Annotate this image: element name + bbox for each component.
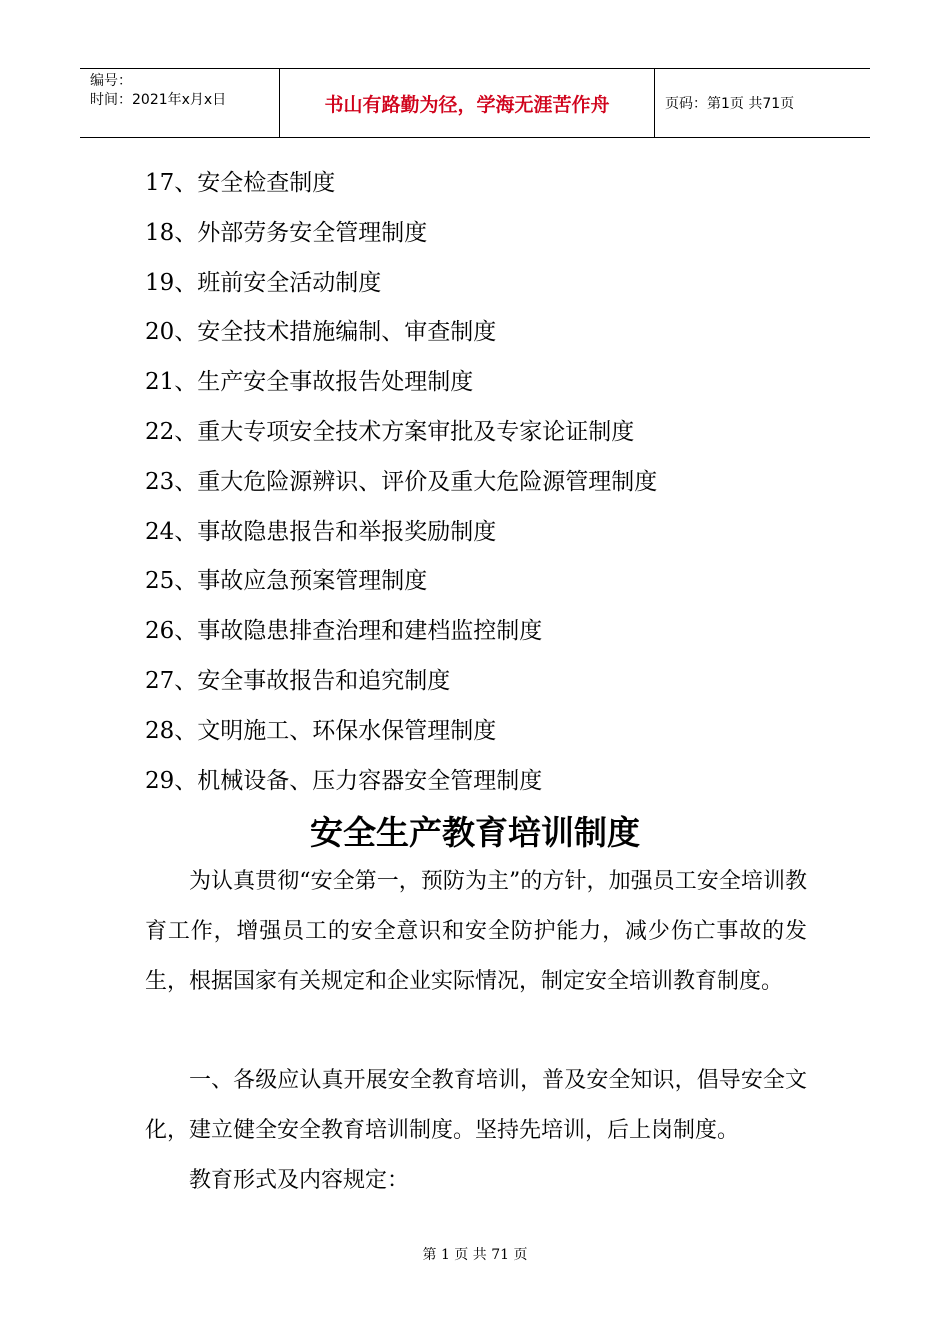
list-item: 18、外部劳务安全管理制度 bbox=[145, 219, 428, 246]
list-item: 22、重大专项安全技术方案审批及专家论证制度 bbox=[145, 418, 635, 445]
document-header bbox=[80, 68, 870, 138]
rule-paragraph: 一、各级应认真开展安全教育培训，普及安全知识，倡导安全文化，建立健全安全教育培训制度。坚持先培训，后上岗制度。 bbox=[145, 1068, 807, 1143]
list-item: 27、安全事故报告和追究制度 bbox=[145, 667, 451, 694]
list-item: 23、重大危险源辨识、评价及重大危险源管理制度 bbox=[145, 468, 658, 495]
header-page-info: 页码：第1页 共71页 bbox=[665, 96, 795, 112]
list-item: 24、事故隐患报告和举报奖励制度 bbox=[145, 518, 497, 545]
header-motto: 书山有路勤为径，学海无涯苦作舟 bbox=[280, 69, 655, 137]
list-item: 28、文明施工、环保水保管理制度 bbox=[145, 717, 497, 744]
form-content-paragraph: 教育形式及内容规定： bbox=[189, 1168, 410, 1193]
list-item: 19、班前安全活动制度 bbox=[145, 269, 382, 296]
header-meta bbox=[80, 69, 280, 137]
list-item: 20、安全技术措施编制、审查制度 bbox=[145, 319, 497, 346]
list-item: 17、安全检查制度 bbox=[145, 170, 336, 196]
page-footer: 第 1 页 共 71 页 bbox=[422, 1247, 528, 1263]
header-number-label: 编号： bbox=[90, 73, 132, 89]
intro-paragraph: 为认真贯彻“安全第一，预防为主”的方针，加强员工安全培训教育工作，增强员工的安全意识和安全防护能力，减少伤亡事故的发生，根据国家有关规定和企业实际情况，制定安全培训教育制度。 bbox=[145, 869, 807, 994]
list-item: 29、机械设备、压力容器安全管理制度 bbox=[145, 767, 543, 794]
list-item: 26、事故隐患排查治理和建档监控制度 bbox=[145, 618, 543, 645]
list-item: 21、生产安全事故报告处理制度 bbox=[145, 369, 474, 396]
header-time-label: 时间：2021年x月x日 bbox=[90, 92, 227, 108]
list-item: 25、事故应急预案管理制度 bbox=[145, 568, 428, 595]
regulation-list bbox=[145, 159, 825, 806]
section-title: 安全生产教育培训制度 bbox=[310, 813, 640, 852]
